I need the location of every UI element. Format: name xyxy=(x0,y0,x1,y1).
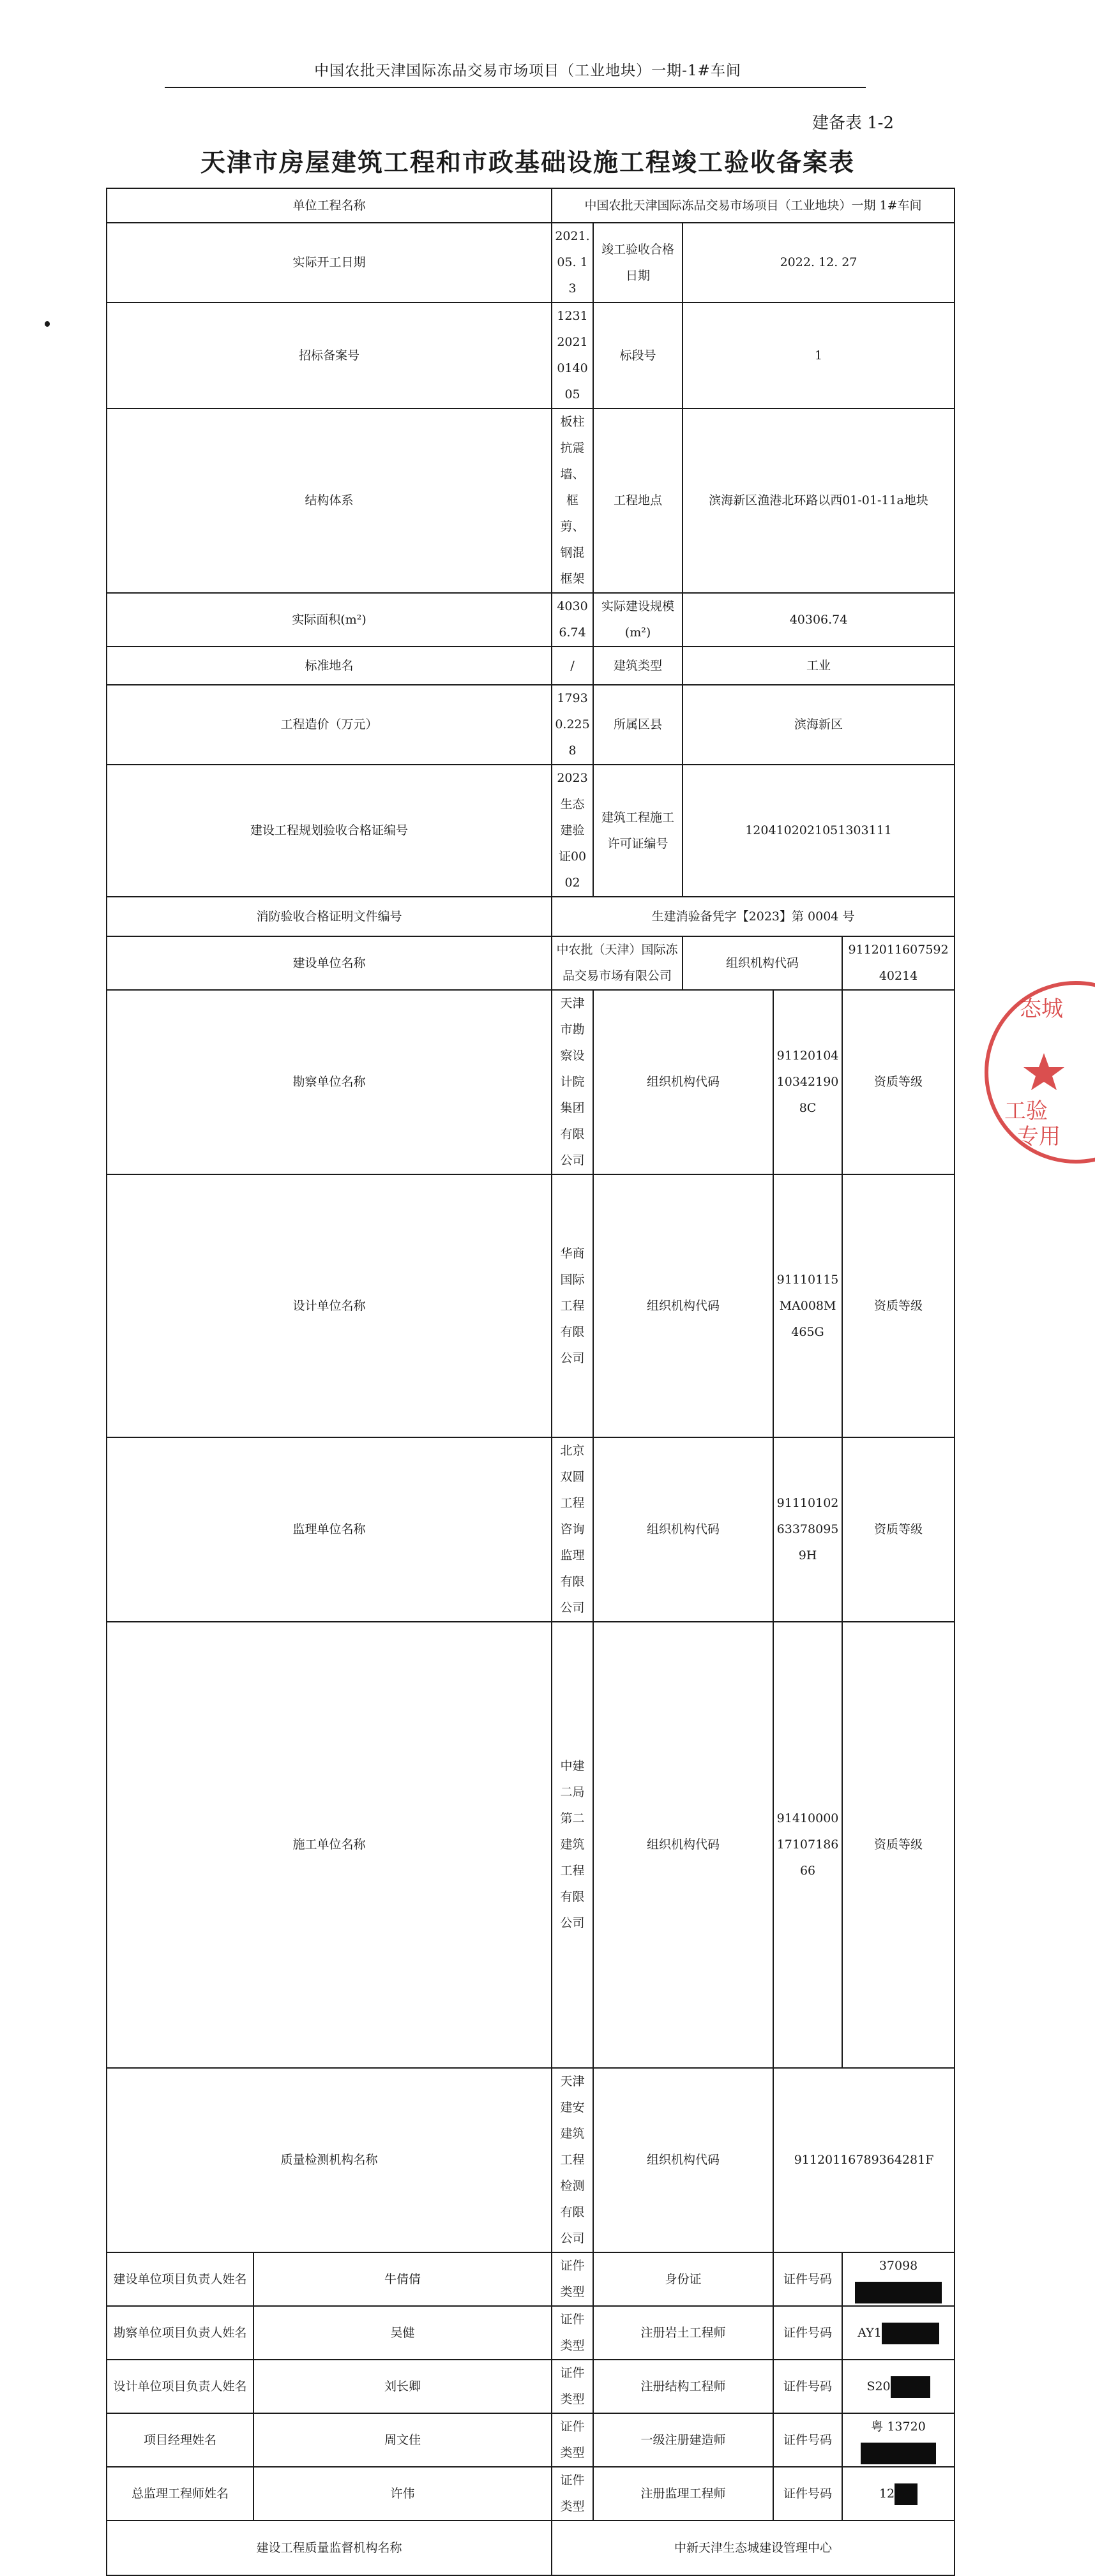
value-fire-cert: 生建消验备凭字【2023】第 0004 号 xyxy=(552,897,955,936)
person-id-type: 注册岩土工程师 xyxy=(593,2306,773,2360)
person-name: 周文佳 xyxy=(253,2413,552,2467)
value-start-date: 2021. 05. 13 xyxy=(552,223,593,303)
person-id-no-label: 证件号码 xyxy=(773,2306,842,2360)
person-id-no-cell xyxy=(842,2360,955,2413)
person-id-type-label: 证件类型 xyxy=(552,2252,593,2306)
label-survey-unit: 勘察单位名称 xyxy=(107,990,552,1174)
value-scale: 40306.74 xyxy=(683,593,955,647)
label-supervisor-code: 组织机构代码 xyxy=(593,1437,773,1622)
seal-text-bottom: 专用 xyxy=(1017,1124,1061,1149)
row-person-design xyxy=(107,2360,955,2413)
person-id-no-label: 证件号码 xyxy=(773,2467,842,2520)
label-testing-org: 质量检测机构名称 xyxy=(107,2068,552,2252)
person-name: 许伟 xyxy=(253,2467,552,2520)
person-id-type-label: 证件类型 xyxy=(552,2306,593,2360)
person-role: 项目经理姓名 xyxy=(107,2413,253,2467)
label-building-type: 建筑类型 xyxy=(593,647,683,685)
person-id-no: S20 xyxy=(866,2379,891,2393)
label-structure: 结构体系 xyxy=(107,408,552,593)
redaction-bar xyxy=(882,2323,939,2344)
label-acceptance-date: 竣工验收合格日期 xyxy=(593,223,683,303)
label-start-date: 实际开工日期 xyxy=(107,223,552,303)
label-area: 实际面积(m²) xyxy=(107,593,552,647)
value-survey-unit: 天津市勘察设计院集团有限公司 xyxy=(552,990,593,1174)
label-cost: 工程造价（万元） xyxy=(107,685,552,765)
value-contractor-code: 914100001710718666 xyxy=(773,1622,842,2068)
official-seal-stamp xyxy=(980,977,1095,1168)
person-id-type: 注册结构工程师 xyxy=(593,2360,773,2413)
redaction-bar xyxy=(891,2376,930,2398)
filing-form-table xyxy=(106,188,955,2576)
value-supervisor-code: 91110102633780959H xyxy=(773,1437,842,1622)
person-id-no-cell xyxy=(842,2413,955,2467)
row-survey xyxy=(107,990,955,1174)
person-id-type: 注册监理工程师 xyxy=(593,2467,773,2520)
row-landmark xyxy=(107,647,955,685)
value-cost: 17930.2258 xyxy=(552,685,593,765)
label-contractor-grade: 资质等级 xyxy=(842,1622,955,2068)
value-planning-cert: 2023生态建验证0002 xyxy=(552,765,593,897)
value-testing-org: 天津建安建筑工程检测有限公司 xyxy=(552,2068,593,2252)
row-bid xyxy=(107,303,955,408)
value-project-name: 中国农批天津国际冻品交易市场项目（工业地块）一期 1#车间 xyxy=(552,188,955,223)
person-id-type-label: 证件类型 xyxy=(552,2413,593,2467)
value-quality-supervision: 中新天津生态城建设管理中心 xyxy=(552,2520,955,2575)
row-owner xyxy=(107,936,955,990)
row-person-survey xyxy=(107,2306,955,2360)
seal-text-mid: 工验 xyxy=(1004,1098,1048,1124)
label-district: 所属区县 xyxy=(593,685,683,765)
person-id-no-cell xyxy=(842,2467,955,2520)
row-person-chief-supervisor xyxy=(107,2467,955,2520)
label-bid-record: 招标备案号 xyxy=(107,303,552,408)
form-title: 天津市房屋建筑工程和市政基础设施工程竣工验收备案表 xyxy=(200,149,855,177)
value-survey-code: 91120104103421908C xyxy=(773,990,842,1174)
person-name: 牛倩倩 xyxy=(253,2252,552,2306)
row-structure xyxy=(107,408,955,593)
row-person-pm xyxy=(107,2413,955,2467)
label-owner-code: 组织机构代码 xyxy=(683,936,842,990)
person-role: 设计单位项目负责人姓名 xyxy=(107,2360,253,2413)
value-owner-code: 911201160759240214 xyxy=(842,936,955,990)
label-project-name: 单位工程名称 xyxy=(107,188,552,223)
label-testing-code: 组织机构代码 xyxy=(593,2068,773,2252)
seal-text-top: 态城 xyxy=(1020,996,1063,1022)
label-landmark: 标准地名 xyxy=(107,647,552,685)
label-supervisor-unit: 监理单位名称 xyxy=(107,1437,552,1622)
label-contractor-unit: 施工单位名称 xyxy=(107,1622,552,2068)
value-landmark: / xyxy=(552,647,593,685)
row-design xyxy=(107,1174,955,1437)
row-area xyxy=(107,593,955,647)
value-site: 滨海新区渔港北环路以西01-01-11a地块 xyxy=(683,408,955,593)
form-code: 建备表 1-2 xyxy=(812,114,894,133)
person-id-no: 12 xyxy=(879,2486,895,2501)
row-contractor xyxy=(107,1622,955,2068)
row-fire xyxy=(107,897,955,936)
row-planning xyxy=(107,765,955,897)
value-acceptance-date: 2022. 12. 27 xyxy=(683,223,955,303)
label-quality-supervision: 建设工程质量监督机构名称 xyxy=(107,2520,552,2575)
value-area: 40306.74 xyxy=(552,593,593,647)
value-district: 滨海新区 xyxy=(683,685,955,765)
value-contractor-unit: 中建二局第二建筑工程有限公司 xyxy=(552,1622,593,2068)
label-design-unit: 设计单位名称 xyxy=(107,1174,552,1437)
person-id-type-label: 证件类型 xyxy=(552,2467,593,2520)
header-rule xyxy=(165,87,866,88)
person-name: 刘长卿 xyxy=(253,2360,552,2413)
label-contractor-code: 组织机构代码 xyxy=(593,1622,773,2068)
person-id-no-label: 证件号码 xyxy=(773,2360,842,2413)
row-testing xyxy=(107,2068,955,2252)
row-quality-supervision xyxy=(107,2520,955,2575)
value-design-code: 91110115MA008M465G xyxy=(773,1174,842,1437)
label-scale: 实际建设规模(m²) xyxy=(593,593,683,647)
label-fire-cert: 消防验收合格证明文件编号 xyxy=(107,897,552,936)
value-building-type: 工业 xyxy=(683,647,955,685)
person-name: 吴健 xyxy=(253,2306,552,2360)
person-role: 总监理工程师姓名 xyxy=(107,2467,253,2520)
person-id-no: AY1 xyxy=(857,2325,882,2340)
person-role: 建设单位项目负责人姓名 xyxy=(107,2252,253,2306)
person-id-type-label: 证件类型 xyxy=(552,2360,593,2413)
value-section-no: 1 xyxy=(683,303,955,408)
value-design-unit: 华商国际工程有限公司 xyxy=(552,1174,593,1437)
value-bid-record: 12312021014005 xyxy=(552,303,593,408)
row-supervisor xyxy=(107,1437,955,1622)
label-section-no: 标段号 xyxy=(593,303,683,408)
value-construction-permit: 1204102021051303111 xyxy=(683,765,955,897)
value-structure: 板柱抗震墙、框剪、钢混框架 xyxy=(552,408,593,593)
person-id-no-cell xyxy=(842,2306,955,2360)
label-design-grade: 资质等级 xyxy=(842,1174,955,1437)
person-id-no-cell xyxy=(842,2252,955,2306)
person-role: 勘察单位项目负责人姓名 xyxy=(107,2306,253,2360)
person-id-no: 37098 xyxy=(879,2259,918,2273)
row-project-name xyxy=(107,188,955,223)
label-design-code: 组织机构代码 xyxy=(593,1174,773,1437)
label-survey-grade: 资质等级 xyxy=(842,990,955,1174)
redaction-bar xyxy=(855,2282,942,2303)
label-supervisor-grade: 资质等级 xyxy=(842,1437,955,1622)
label-survey-code: 组织机构代码 xyxy=(593,990,773,1174)
person-id-no: 粤 13720 xyxy=(871,2420,926,2434)
row-person-owner xyxy=(107,2252,955,2306)
label-planning-cert: 建设工程规划验收合格证编号 xyxy=(107,765,552,897)
value-testing-code: 91120116789364281F xyxy=(773,2068,955,2252)
person-id-type: 身份证 xyxy=(593,2252,773,2306)
person-id-no-label: 证件号码 xyxy=(773,2413,842,2467)
row-dates xyxy=(107,223,955,303)
person-id-no-label: 证件号码 xyxy=(773,2252,842,2306)
person-id-type: 一级注册建造师 xyxy=(593,2413,773,2467)
label-construction-permit: 建筑工程施工许可证编号 xyxy=(593,765,683,897)
value-owner-unit: 中农批（天津）国际冻品交易市场有限公司 xyxy=(552,936,683,990)
label-site: 工程地点 xyxy=(593,408,683,593)
row-cost xyxy=(107,685,955,765)
value-supervisor-unit: 北京双圆工程咨询监理有限公司 xyxy=(552,1437,593,1622)
page-header: 中国农批天津国际冻品交易市场项目（工业地块）一期-1#车间 xyxy=(314,63,741,79)
label-owner-unit: 建设单位名称 xyxy=(107,936,552,990)
scan-speck xyxy=(45,321,50,327)
redaction-bar xyxy=(861,2443,936,2464)
redaction-bar xyxy=(895,2483,918,2505)
